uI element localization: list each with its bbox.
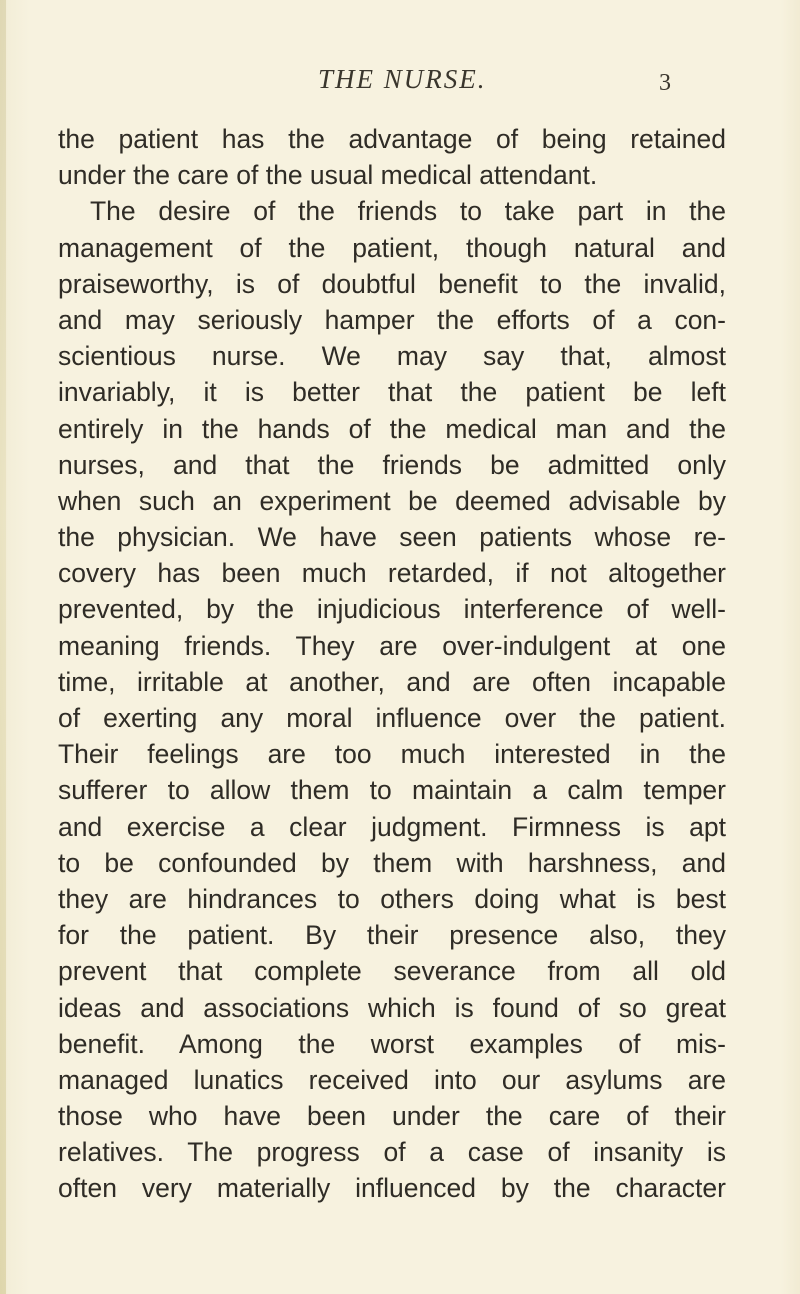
body-text	[58, 121, 726, 1207]
text-line: for the patient. By their presence also, they	[58, 920, 726, 951]
text-line: when such an experiment be deemed advisable by	[58, 485, 726, 516]
text-line: praiseworthy, is of doubtful benefit to the invalid,	[58, 268, 726, 299]
text-line: sufferer to allow them to maintain a calm temper	[58, 775, 726, 806]
text-line: scientious nurse. We may say that, almost	[58, 341, 726, 372]
page-number: 3	[659, 70, 671, 96]
running-title: THE NURSE.	[318, 64, 487, 94]
text-line: to be confounded by them with harshness, and	[58, 847, 726, 878]
text-line: the physician. We have seen patients whose re-	[58, 522, 726, 553]
text-line: Their feelings are too much interested in the	[58, 739, 726, 770]
text-line: time, irritable at another, and are often incapable	[58, 666, 726, 697]
text-line: prevented, by the injudicious interference of well-	[58, 594, 726, 625]
text-line: covery has been much retarded, if not altogether	[58, 558, 726, 589]
running-head	[0, 64, 800, 104]
text-line: managed lunatics received into our asylums are	[58, 1064, 726, 1095]
text-line: often very materially influenced by the character	[58, 1173, 726, 1204]
text-line: prevent that complete severance from all old	[58, 956, 726, 987]
text-line: entirely in the hands of the medical man and the	[58, 413, 726, 444]
text-line: management of the patient, though natural and	[58, 232, 726, 263]
text-line: The desire of the friends to take part in the	[90, 196, 726, 227]
text-line: the patient has the advantage of being retained	[58, 124, 726, 154]
page-gutter-shadow	[0, 0, 6, 1294]
text-line: they are hindrances to others doing what is best	[58, 883, 726, 914]
text-line: benefit. Among the worst examples of mis-	[58, 1028, 726, 1059]
text-line: invariably, it is better that the patient be left	[58, 377, 726, 408]
text-line: of exerting any moral influence over the patient.	[58, 703, 726, 733]
text-line: ideas and associations which is found of so great	[58, 992, 726, 1023]
text-line: those who have been under the care of their	[58, 1101, 726, 1132]
text-line: and may seriously hamper the efforts of a con-	[58, 304, 726, 335]
text-line: nurses, and that the friends be admitted only	[58, 449, 726, 480]
text-line: meaning friends. They are over-indulgent at one	[58, 630, 726, 661]
text-line: under the care of the usual medical attendant.	[58, 160, 598, 191]
text-line: relatives. The progress of a case of insanity is	[58, 1137, 726, 1168]
text-line: and exercise a clear judgment. Firmness is apt	[58, 811, 726, 842]
